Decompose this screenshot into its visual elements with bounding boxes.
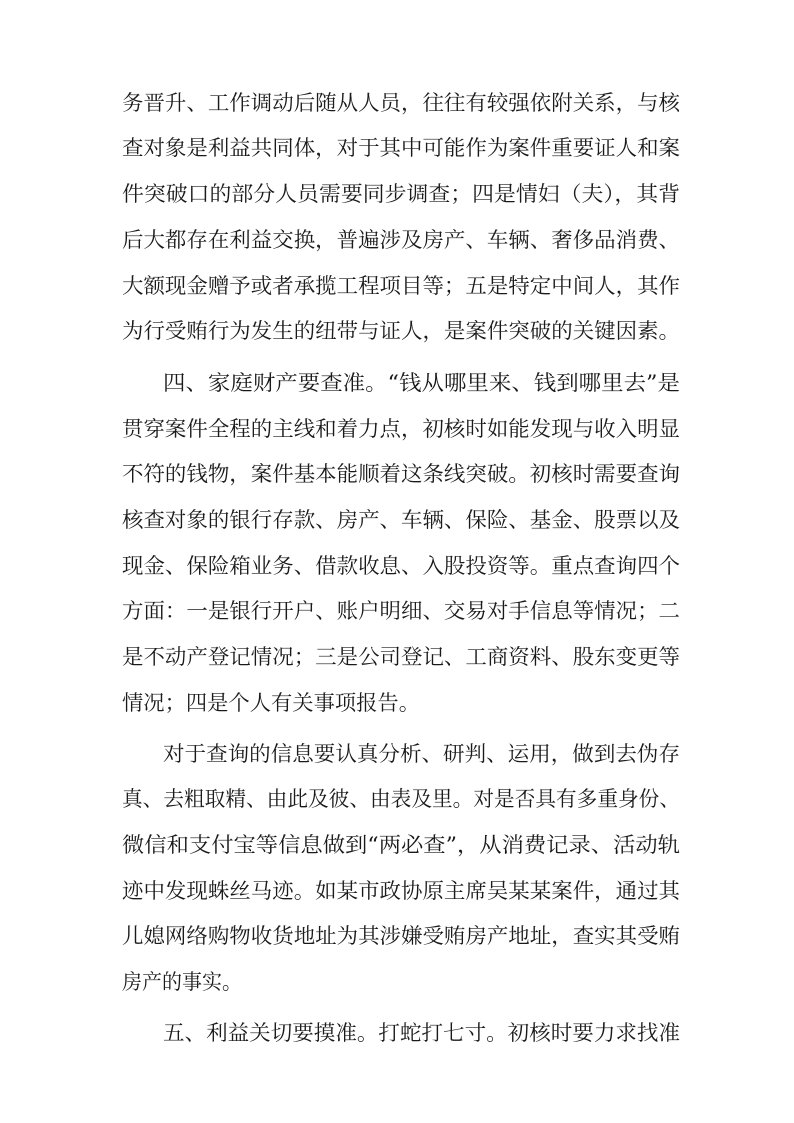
text-line [0,919,794,953]
text-line [0,131,794,165]
line-text: 核查对象的银行存款、房产、车辆、保险、基金、股票以及 [122,508,680,532]
text-line [0,314,794,348]
line-text: 对于查询的信息要认真分析、研判、运用，做到去伪存 [163,742,680,766]
line-text: 为行受贿行为发生的纽带与证人，是案件突破的关键因素。 [122,319,680,343]
text-line [0,177,794,211]
line-text: 是不动产登记情况；三是公司登记、工商资料、股东变更等 [122,645,680,669]
text-line [0,686,794,720]
text-line [0,782,794,816]
text-line [0,269,794,303]
text-line [0,965,794,999]
text-line [0,457,794,491]
text-line [0,366,794,400]
line-text: 不符的钱物，案件基本能顺着这条线突破。初核时需要查询 [122,462,680,486]
line-text: 件突破口的部分人员需要同步调查；四是情妇（夫），其背 [122,182,681,206]
text-line [0,1016,794,1050]
line-text: 四、家庭财产要查准。“钱从哪里来、钱到哪里去”是 [163,371,680,395]
line-text: 五、利益关切要摸准。打蛇打七寸。初核时要力求找准 [163,1021,680,1045]
line-text: 儿媳网络购物收货地址为其涉嫌受贿房产地址，查实其受贿 [122,924,680,948]
line-text: 后大都存在利益交换，普遍涉及房产、车辆、奢侈品消费、 [122,228,680,252]
text-line [0,223,794,257]
line-text: 房产的事实。 [122,970,242,994]
line-text: 大额现金赠予或者承揽工程项目等；五是特定中间人，其作 [122,274,680,298]
line-text: 微信和支付宝等信息做到“两必查”，从消费记录、活动轨 [122,833,680,857]
text-line [0,594,794,628]
line-text: 现金、保险箱业务、借款收息、入股投资等。重点查询四个 [122,554,680,578]
text-line [0,412,794,446]
text-line [0,737,794,771]
text-line [0,86,794,120]
text-line [0,640,794,674]
line-text: 贯穿案件全程的主线和着力点，初核时如能发现与收入明显 [122,417,680,441]
line-text: 真、去粗取精、由此及彼、由表及里。对是否具有多重身份、 [122,787,680,811]
text-line [0,503,794,537]
line-text: 查对象是利益共同体，对于其中可能作为案件重要证人和案 [122,136,680,160]
text-line [0,874,794,908]
text-line [0,828,794,862]
line-text: 迹中发现蛛丝马迹。如某市政协原主席吴某某案件，通过其 [122,879,680,903]
line-text: 情况；四是个人有关事项报告。 [122,691,420,715]
line-text: 务晋升、工作调动后随从人员，往往有较强依附关系，与核 [122,91,680,115]
line-text: 方面：一是银行开户、账户明细、交易对手信息等情况；二 [122,599,680,623]
text-line [0,549,794,583]
